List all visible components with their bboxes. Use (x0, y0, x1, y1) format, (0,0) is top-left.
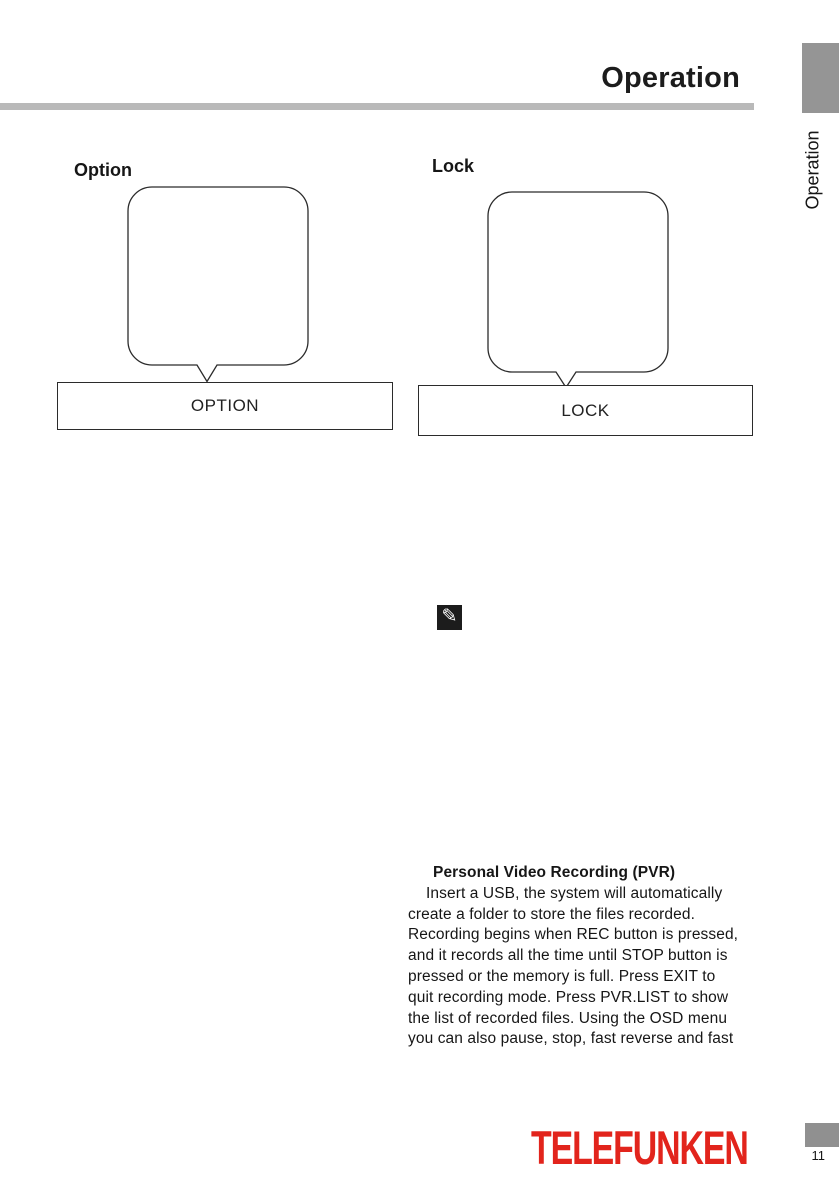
pvr-text-line: quit recording mode. Press PVR.LIST to show (408, 988, 729, 1006)
pvr-text-line: you can also pause, stop, fast reverse and fast (408, 1030, 734, 1048)
footer-tab (805, 1123, 839, 1147)
pvr-section (408, 863, 763, 1050)
callout-label-option: Option (74, 160, 132, 180)
remote-key-option-label: OPTION (190, 396, 260, 415)
remote-key-lock-label: LOCK (561, 400, 610, 420)
section-tab (802, 43, 839, 113)
callout-label-lock: Lock (432, 156, 475, 176)
brand-logo: TELEFUNKEN (531, 1121, 748, 1174)
page-title: Operation (601, 62, 740, 94)
header-rule (0, 103, 754, 110)
pvr-text-line: Insert a USB, the system will automatically (426, 884, 723, 902)
section-tab-label: Operation (802, 130, 823, 210)
pvr-text-line: create a folder to store the files recorded. (408, 905, 695, 923)
pencil-note-icon (437, 605, 462, 630)
pvr-heading: Personal Video Recording (PVR) (433, 864, 676, 881)
speech-bubble-option (127, 186, 309, 384)
pvr-text-line: Recording begins when REC button is pressed, (408, 926, 739, 944)
pvr-text-line: and it records all the time until STOP button is (408, 947, 728, 965)
remote-key-lock (418, 385, 753, 436)
page-number: 11 (811, 1148, 825, 1163)
pencil-glyph: ✎ (441, 606, 458, 627)
speech-bubble-lock (487, 191, 669, 390)
pvr-text-line: the list of recorded files. Using the OSD menu (408, 1009, 728, 1027)
remote-key-option (57, 382, 393, 430)
pvr-text-line: pressed or the memory is full. Press EXIT to (408, 967, 716, 985)
